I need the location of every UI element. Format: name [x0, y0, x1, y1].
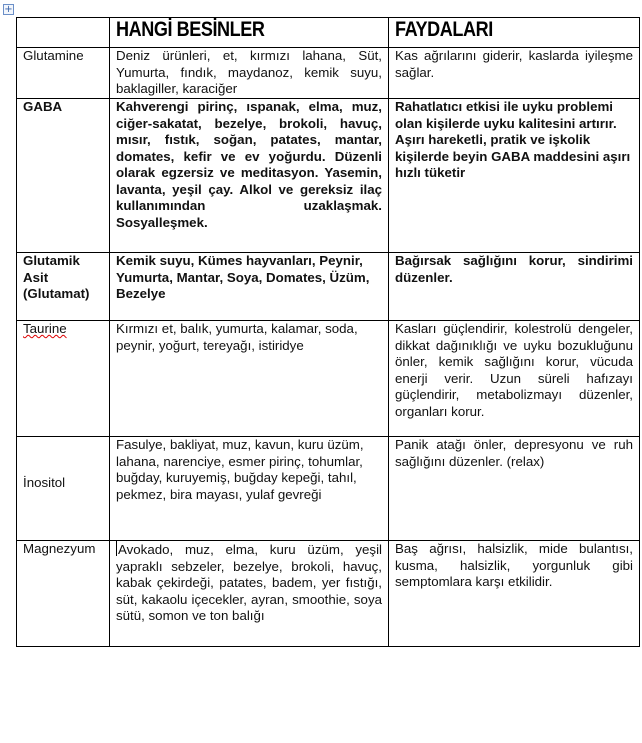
- benefits-text: Bağırsak sağlığını korur, sindirimi düzenler.: [395, 253, 633, 285]
- table-header-row: [17, 18, 640, 48]
- table-row-glutamine: [17, 48, 640, 99]
- cell-benefits[interactable]: [389, 99, 640, 253]
- header-benefits-label: FAYDALARI: [395, 18, 493, 41]
- nutrient-name: Taurine: [23, 321, 67, 336]
- table-row-taurine: [17, 321, 640, 437]
- foods-text: Avokado, muz, elma, kuru üzüm, yeşil yapraklı sebzeler, bezelye, brokoli, havuç, kabak çekirdeği, patates, badem, yer fıstığı, süt, kakaolu içecekler, ayran, smoothie, soya sütü, somon ve ton balığı: [116, 542, 382, 623]
- cell-foods[interactable]: [110, 437, 389, 541]
- cell-foods[interactable]: [110, 253, 389, 321]
- cell-benefits[interactable]: [389, 541, 640, 647]
- foods-text: Kemik suyu, Kümes hayvanları, Peynir, Yumurta, Mantar, Soya, Domates, Üzüm, Bezelye: [116, 253, 370, 301]
- cell-name[interactable]: [17, 321, 110, 437]
- nutrient-table: [16, 17, 640, 647]
- nutrient-name: Magnezyum: [23, 541, 96, 556]
- cell-benefits[interactable]: [389, 437, 640, 541]
- header-cell-benefits[interactable]: [389, 18, 640, 48]
- cell-name[interactable]: [17, 541, 110, 647]
- header-foods-label: HANGİ BESİNLER: [116, 18, 265, 41]
- foods-text: Kırmızı et, balık, yumurta, kalamar, soda, peynir, yoğurt, tereyağı, istiridye: [116, 321, 358, 353]
- benefits-text: Panik atağı önler, depresyonu ve ruh sağlığını düzenler. (relax): [395, 437, 633, 469]
- foods-text: Kahverengi pirinç, ıspanak, elma, muz, ciğer-sakatat, bezelye, brokoli, havuç, mısır, fıstık, soğan, patates, mantar, domates, kefir ve ev yoğurdu. Düzenli olarak egzersiz ve meditasyon. Yasemin, lavanta, yeşil çay. Alkol ve gereksiz ilaç kullanımından uzaklaşmak. Sosyalleşmek.: [116, 99, 382, 230]
- cell-name[interactable]: [17, 253, 110, 321]
- cell-name[interactable]: [17, 437, 110, 541]
- cell-foods[interactable]: [110, 99, 389, 253]
- cell-benefits[interactable]: [389, 321, 640, 437]
- benefits-text: Kasları güçlendirir, kolestrolü dengeler, dikkat dağınıklığı ve uyku bozukluğunu önler, kemik sağlığını korur, vücuda enerji verir. Uzun süreli hafızayı güçlendirir, metabolizmayı düzenler, organları korur.: [395, 321, 633, 419]
- nutrient-name: Glutamine: [23, 48, 84, 63]
- nutrient-name: GABA: [23, 99, 63, 114]
- table-row-inositol: [17, 437, 640, 541]
- cell-benefits[interactable]: [389, 48, 640, 99]
- benefits-text: Kas ağrılarını giderir, kaslarda iyileşme sağlar.: [395, 48, 633, 80]
- cell-foods[interactable]: [110, 541, 389, 647]
- foods-text: Deniz ürünleri, et, kırmızı lahana, Süt, Yumurta, fındık, maydanoz, kemik suyu, baklagiller, karaciğer: [116, 48, 382, 96]
- nutrient-name: İnositol: [23, 475, 66, 490]
- table-move-handle-icon[interactable]: +: [4, 4, 13, 15]
- benefits-text: Baş ağrısı, halsizlik, mide bulantısı, kusma, halsizlik, yorgunluk gibi semptomlara karşı etkilidir.: [395, 541, 633, 589]
- table-row-gaba: [17, 99, 640, 253]
- table-row-magnesium: [17, 541, 640, 647]
- cell-name[interactable]: [17, 99, 110, 253]
- cell-name[interactable]: [17, 48, 110, 99]
- header-cell-empty[interactable]: [17, 18, 110, 48]
- header-cell-foods[interactable]: [110, 18, 389, 48]
- nutrient-name: Glutamik Asit (Glutamat): [23, 253, 90, 301]
- text-cursor: [116, 541, 117, 556]
- foods-text: Fasulye, bakliyat, muz, kavun, kuru üzüm, lahana, narenciye, esmer pirinç, tohumlar, buğday, kuruyemiş, buğday kepeği, tahıl, pekmez, bira mayası, yulaf gevreği: [116, 437, 364, 502]
- cell-foods[interactable]: [110, 321, 389, 437]
- benefits-text: Rahatlatıcı etkisi ile uyku problemi olan kişilerde uyku kalitesini artırır. Aşırı hareketli, pratik ve işkolik kişilerde beyin GABA maddesini aşırı hızlı tüketir: [395, 99, 631, 180]
- cell-benefits[interactable]: [389, 253, 640, 321]
- table-row-glutamic-acid: [17, 253, 640, 321]
- cell-foods[interactable]: [110, 48, 389, 99]
